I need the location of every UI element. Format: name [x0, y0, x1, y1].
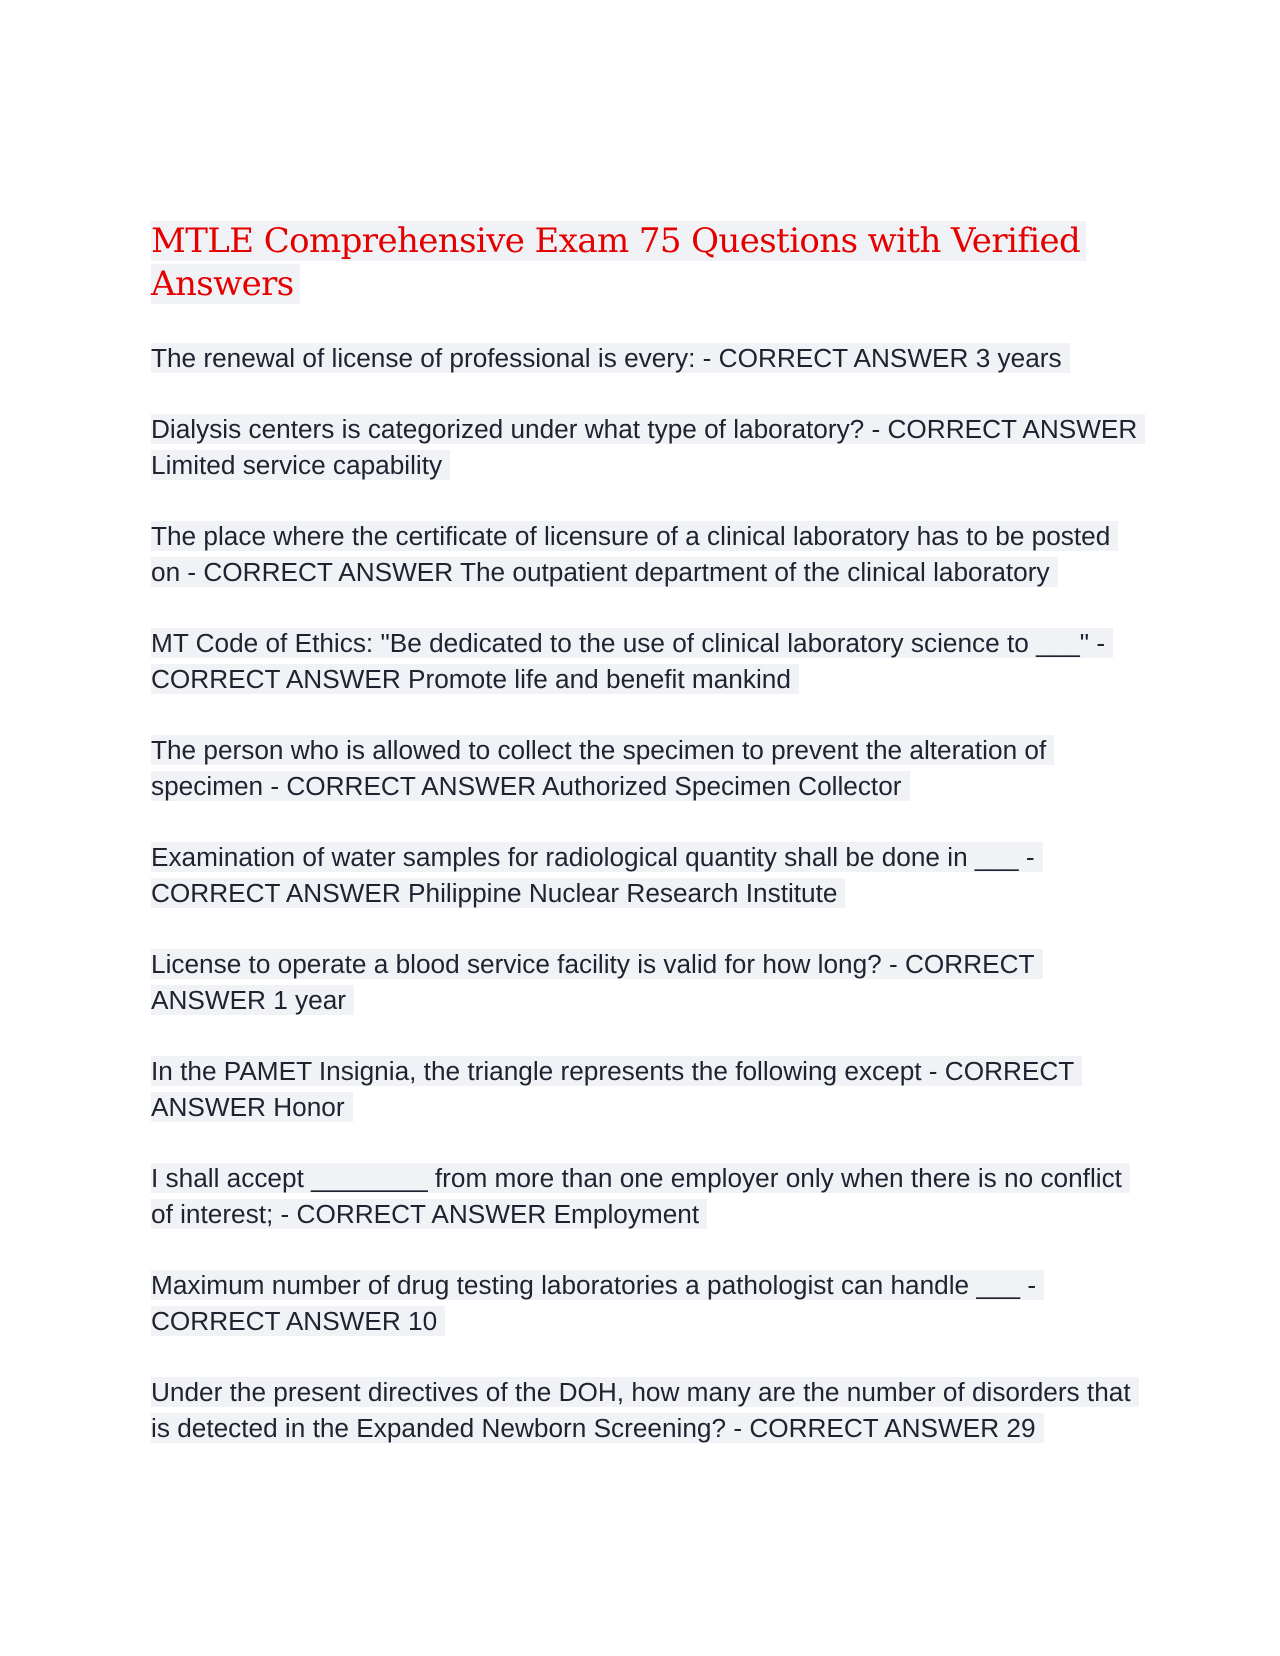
qa-item	[151, 625, 1141, 697]
qa-item-text: The person who is allowed to collect the specimen to prevent the alteration of specimen - CORRECT ANSWER Authorized Specimen Collector	[151, 735, 1054, 801]
qa-item	[151, 839, 1141, 911]
qa-item-text: Under the present directives of the DOH, how many are the number of disorders that is detected in the Expanded Newborn Screening? - CORRECT ANSWER 29	[151, 1377, 1139, 1443]
qa-item	[151, 1267, 1141, 1339]
qa-item-text: Examination of water samples for radiological quantity shall be done in ___ - CORRECT ANSWER Philippine Nuclear Research Institute	[151, 842, 1043, 908]
qa-item	[151, 1160, 1141, 1232]
qa-item-text: License to operate a blood service facility is valid for how long? - CORRECT ANSWER 1 year	[151, 949, 1043, 1015]
document-body	[151, 220, 1141, 1481]
qa-item-text: The place where the certificate of licensure of a clinical laboratory has to be posted on - CORRECT ANSWER The outpatient department of the clinical laboratory	[151, 521, 1118, 587]
document-title	[151, 220, 1141, 306]
qa-item	[151, 411, 1141, 483]
qa-item-text: Maximum number of drug testing laboratories a pathologist can handle ___ - CORRECT ANSWER 10	[151, 1270, 1044, 1336]
qa-item	[151, 946, 1141, 1018]
qa-item-text: Dialysis centers is categorized under what type of laboratory? - CORRECT ANSWER Limited service capability	[151, 414, 1145, 480]
qa-item	[151, 340, 1141, 376]
qa-item	[151, 732, 1141, 804]
document-title-text: MTLE Comprehensive Exam 75 Questions with Verified Answers	[151, 221, 1086, 304]
qa-item	[151, 1053, 1141, 1125]
qa-item	[151, 518, 1141, 590]
qa-item-text: MT Code of Ethics: "Be dedicated to the use of clinical laboratory science to ___" - CORRECT ANSWER Promote life and benefit mankind	[151, 628, 1113, 694]
qa-item-text: In the PAMET Insignia, the triangle represents the following except - CORRECT ANSWER Honor	[151, 1056, 1082, 1122]
qa-item-text: The renewal of license of professional is every: - CORRECT ANSWER 3 years	[151, 343, 1070, 373]
qa-item-text: I shall accept ________ from more than one employer only when there is no conflict of interest; - CORRECT ANSWER Employment	[151, 1163, 1130, 1229]
qa-item	[151, 1374, 1141, 1446]
